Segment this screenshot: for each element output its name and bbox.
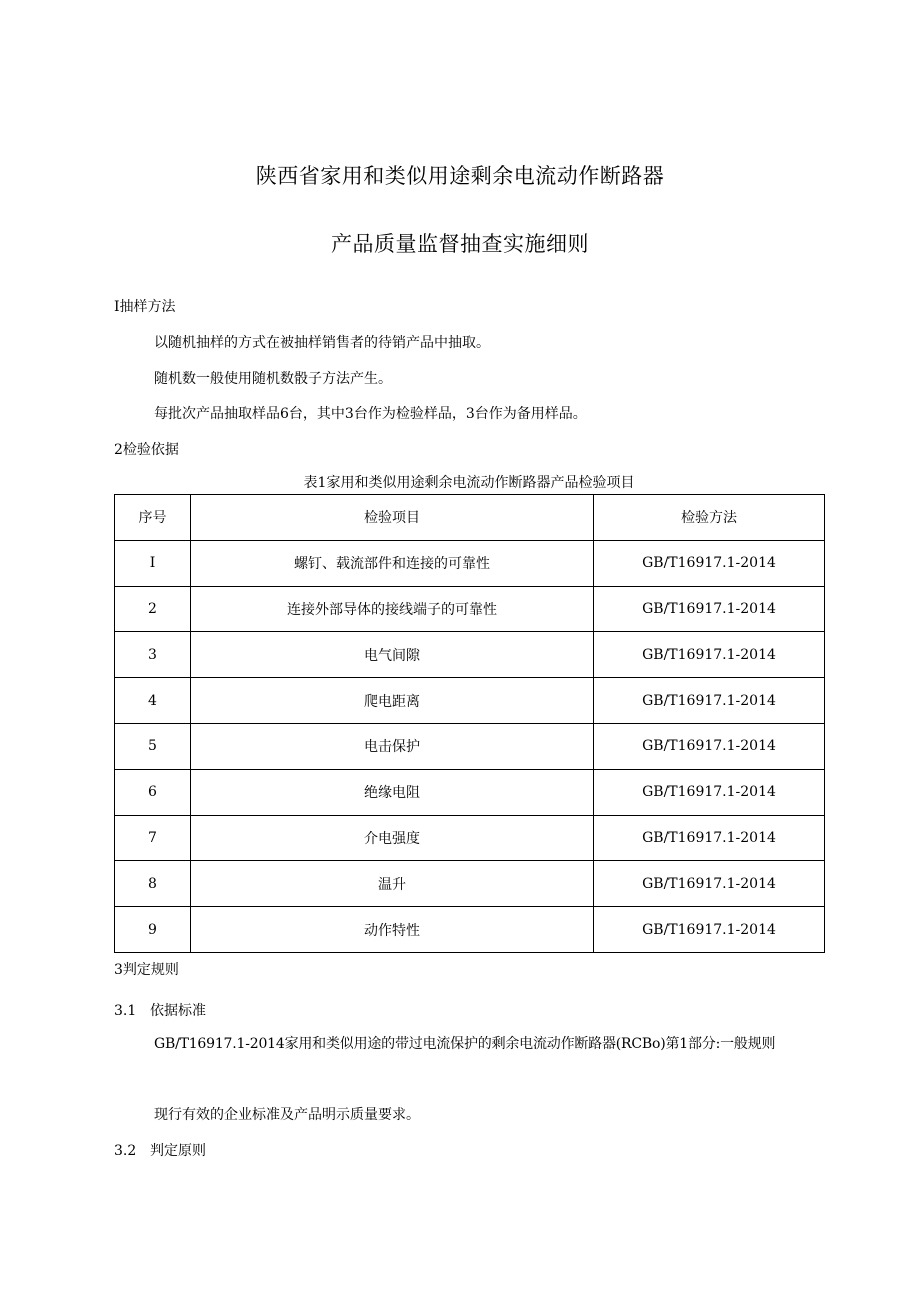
cell-serial: 7 (115, 815, 191, 861)
cell-method: GB/T16917.1-2014 (594, 861, 825, 907)
sampling-paragraph-3: 每批次产品抽取样品6台，其中3台作为检验样品，3台作为备用样品。 (154, 406, 587, 422)
cell-item: 电击保护 (191, 723, 594, 769)
section-2-heading: 2检验依据 (114, 442, 179, 458)
cell-method: GB/T16917.1-2014 (594, 678, 825, 724)
sampling-paragraph-1: 以随机抽样的方式在被抽样销售者的待销产品中抽取。 (154, 335, 490, 351)
subsection-3-1-number: 3.1 (114, 1003, 137, 1019)
sampling-paragraph-2: 随机数一般使用随机数骰子方法产生。 (154, 371, 392, 387)
cell-item: 动作特性 (191, 907, 594, 953)
subsection-3-2-number: 3.2 (114, 1143, 137, 1159)
cell-item: 温升 (191, 861, 594, 907)
cell-serial: 3 (115, 632, 191, 678)
cell-serial: 9 (115, 907, 191, 953)
document-title-line-1: 陕西省家用和类似用途剩余电流动作断路器 (255, 164, 665, 188)
cell-item: 绝缘电阻 (191, 769, 594, 815)
cell-item: 介电强度 (191, 815, 594, 861)
table-caption: 表1家用和类似用途剩余电流动作断路器产品检验项目 (303, 475, 635, 491)
cell-item: 螺钉、载流部件和连接的可靠性 (191, 540, 594, 586)
cell-method: GB/T16917.1-2014 (594, 540, 825, 586)
subsection-3-2-title: 判定原则 (150, 1143, 206, 1159)
inspection-items-table (114, 494, 825, 953)
cell-serial: 8 (115, 861, 191, 907)
subsection-3-1-title: 依据标准 (150, 1003, 206, 1019)
cell-method: GB/T16917.1-2014 (594, 907, 825, 953)
cell-method: GB/T16917.1-2014 (594, 769, 825, 815)
table-row (115, 632, 825, 678)
table-row (115, 540, 825, 586)
section-3-heading: 3判定规则 (114, 962, 179, 978)
table-row (115, 723, 825, 769)
cell-serial: 5 (115, 723, 191, 769)
cell-method: GB/T16917.1-2014 (594, 586, 825, 632)
table-row (115, 678, 825, 724)
header-item: 检验项目 (191, 495, 594, 541)
cell-item: 爬电距离 (191, 678, 594, 724)
table-row (115, 815, 825, 861)
header-serial: 序号 (115, 495, 191, 541)
table-row (115, 907, 825, 953)
cell-item: 电气间隙 (191, 632, 594, 678)
cell-serial: 2 (115, 586, 191, 632)
table-header-row (115, 495, 825, 541)
cell-serial: I (115, 540, 191, 586)
cell-method: GB/T16917.1-2014 (594, 723, 825, 769)
section-1-heading: I抽样方法 (114, 299, 176, 315)
cell-serial: 6 (115, 769, 191, 815)
cell-method: GB/T16917.1-2014 (594, 815, 825, 861)
standard-paragraph: GB/T16917.1-2014家用和类似用途的带过电流保护的剩余电流动作断路器(RCBo)第1部分:一般规则 (154, 1036, 776, 1052)
subsection-3-1-heading (114, 1002, 206, 1020)
cell-item: 连接外部导体的接线端子的可靠性 (191, 586, 594, 632)
subsection-3-2-heading (114, 1142, 206, 1160)
table-row (115, 586, 825, 632)
cell-serial: 4 (115, 678, 191, 724)
header-method: 检验方法 (594, 495, 825, 541)
table-row (115, 861, 825, 907)
table-row (115, 769, 825, 815)
document-title-line-2: 产品质量监督抽查实施细则 (331, 232, 589, 256)
cell-method: GB/T16917.1-2014 (594, 632, 825, 678)
standard-paragraph-2: 现行有效的企业标准及产品明示质量要求。 (154, 1107, 420, 1123)
